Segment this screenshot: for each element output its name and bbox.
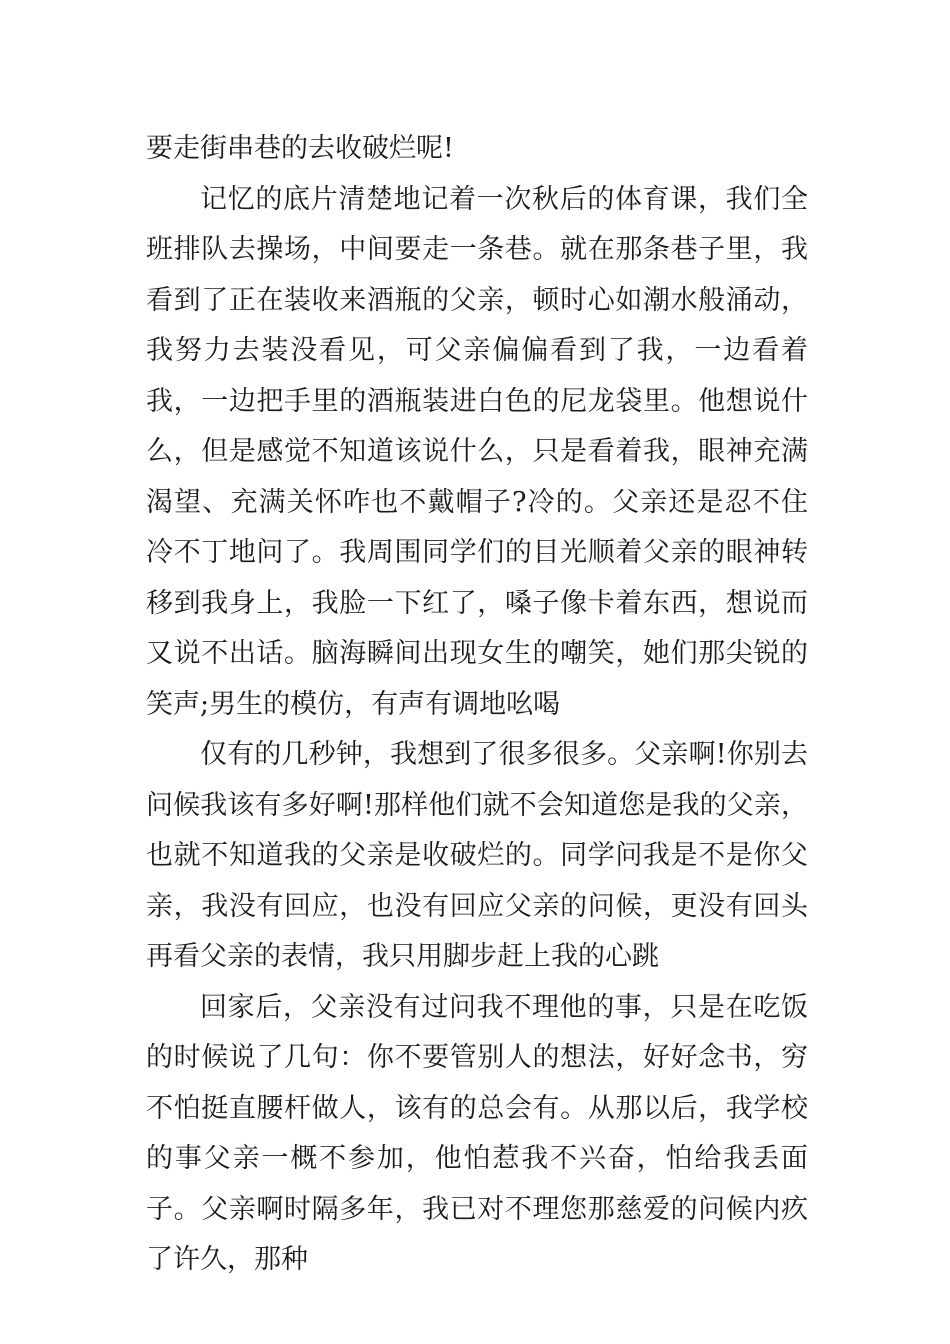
paragraph-1: 要走街串巷的去收破烂呢! [146, 133, 454, 164]
document-body [146, 124, 808, 1286]
paragraph-4: 回家后，父亲没有过问我不理他的事，只是在吃饭的时候说了几句：你不要管别人的想法，好好念书，穷不怕挺直腰杆做人，该有的总会有。从那以后，我学校的事父亲一概不参加，他怕惹我不兴奋，怕给我丢面子。父亲啊时隔多年，我已对不理您那慈爱的问候内疚了许久，那种 [146, 991, 808, 1275]
paragraph-3: 仅有的几秒钟，我想到了很多很多。父亲啊!你别去问候我该有多好啊!那样他们就不会知道您是我的父亲，也就不知道我的父亲是收破烂的。同学问我是不是你父亲，我没有回应，也没有回应父亲的问候，更没有回头再看父亲的表情，我只用脚步赶上我的心跳 [146, 739, 808, 972]
paragraph-2: 记忆的底片清楚地记着一次秋后的体育课，我们全班排队去操场，中间要走一条巷。就在那条巷子里，我看到了正在装收来酒瓶的父亲，顿时心如潮水般涌动，我努力去装没看见，可父亲偏偏看到了我，一边看着我，一边把手里的酒瓶装进白色的尼龙袋里。他想说什么，但是感觉不知道该说什么，只是看着我，眼神充满渴望、充满关怀咋也不戴帽子?冷的。父亲还是忍不住冷不丁地问了。我周围同学们的目光顺着父亲的眼神转移到我身上，我脸一下红了，嗓子像卡着东西，想说而又说不出话。脑海瞬间出现女生的嘲笑，她们那尖锐的笑声;男生的模仿，有声有调地吆喝 [146, 183, 808, 720]
